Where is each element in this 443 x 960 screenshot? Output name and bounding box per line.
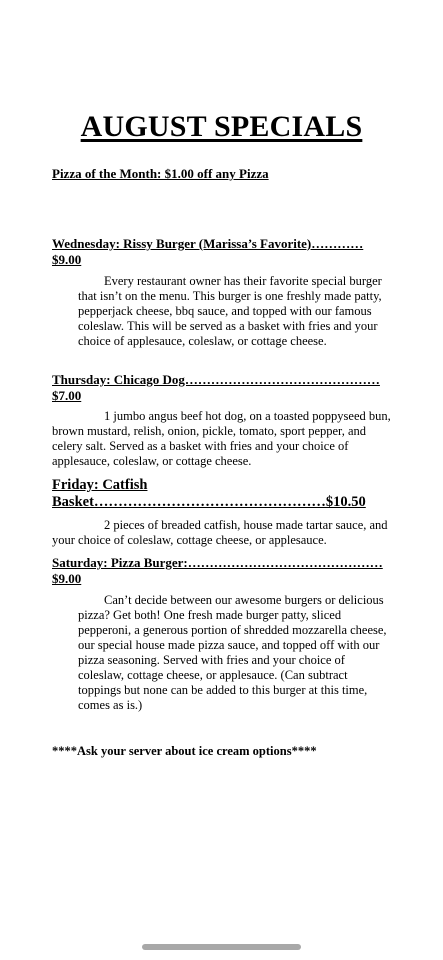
pizza-of-the-month: Pizza of the Month: $1.00 off any Pizza	[52, 166, 269, 181]
page-title: AUGUST SPECIALS	[80, 110, 363, 143]
item-description-thursday: 1 jumbo angus beef hot dog, on a toasted poppyseed bun, brown mustard, relish, onion, pickle, tomato, sport pepper, and celery salt. Served as a basket with fries and your choice of applesauce, coleslaw, or cottage cheese.	[52, 409, 391, 468]
item-header-saturday: Saturday: Pizza Burger:………………………………………$9.00	[52, 555, 383, 586]
item-description-wednesday: Every restaurant owner has their favorite special burger that isn’t on the menu. This burger is one freshly made patty, pepperjack cheese, bbq sauce, and topped with our famous coleslaw. This will be served as a basket with fries and your choice of applesauce, coleslaw, or cottage cheese.	[78, 274, 382, 348]
item-header-friday: Friday: Catfish Basket…………………………………………$10.50	[52, 477, 366, 510]
item-header-wednesday: Wednesday: Rissy Burger (Marissa’s Favorite)…………$9.00	[52, 236, 364, 267]
home-indicator[interactable]	[142, 944, 301, 950]
item-description-saturday: Can’t decide between our awesome burgers or delicious pizza? Get both! One fresh made burger patty, sliced pepperoni, a generous portion of shredded mozzarella cheese, our special house made pizza sauce, and topped off with our pizza seasoning. Served with fries and your choice of coleslaw, cottage cheese, or applesauce. (Can subtract toppings but none can be added to this burger at this time, comes as is.)	[78, 593, 387, 712]
item-description-friday: 2 pieces of breaded catfish, house made tartar sauce, and your choice of coleslaw, cottage cheese, or applesauce.	[52, 518, 388, 547]
footer-note: ****Ask your server about ice cream options****	[52, 744, 317, 758]
item-header-thursday: Thursday: Chicago Dog……………………………………… $7.00	[52, 372, 380, 403]
